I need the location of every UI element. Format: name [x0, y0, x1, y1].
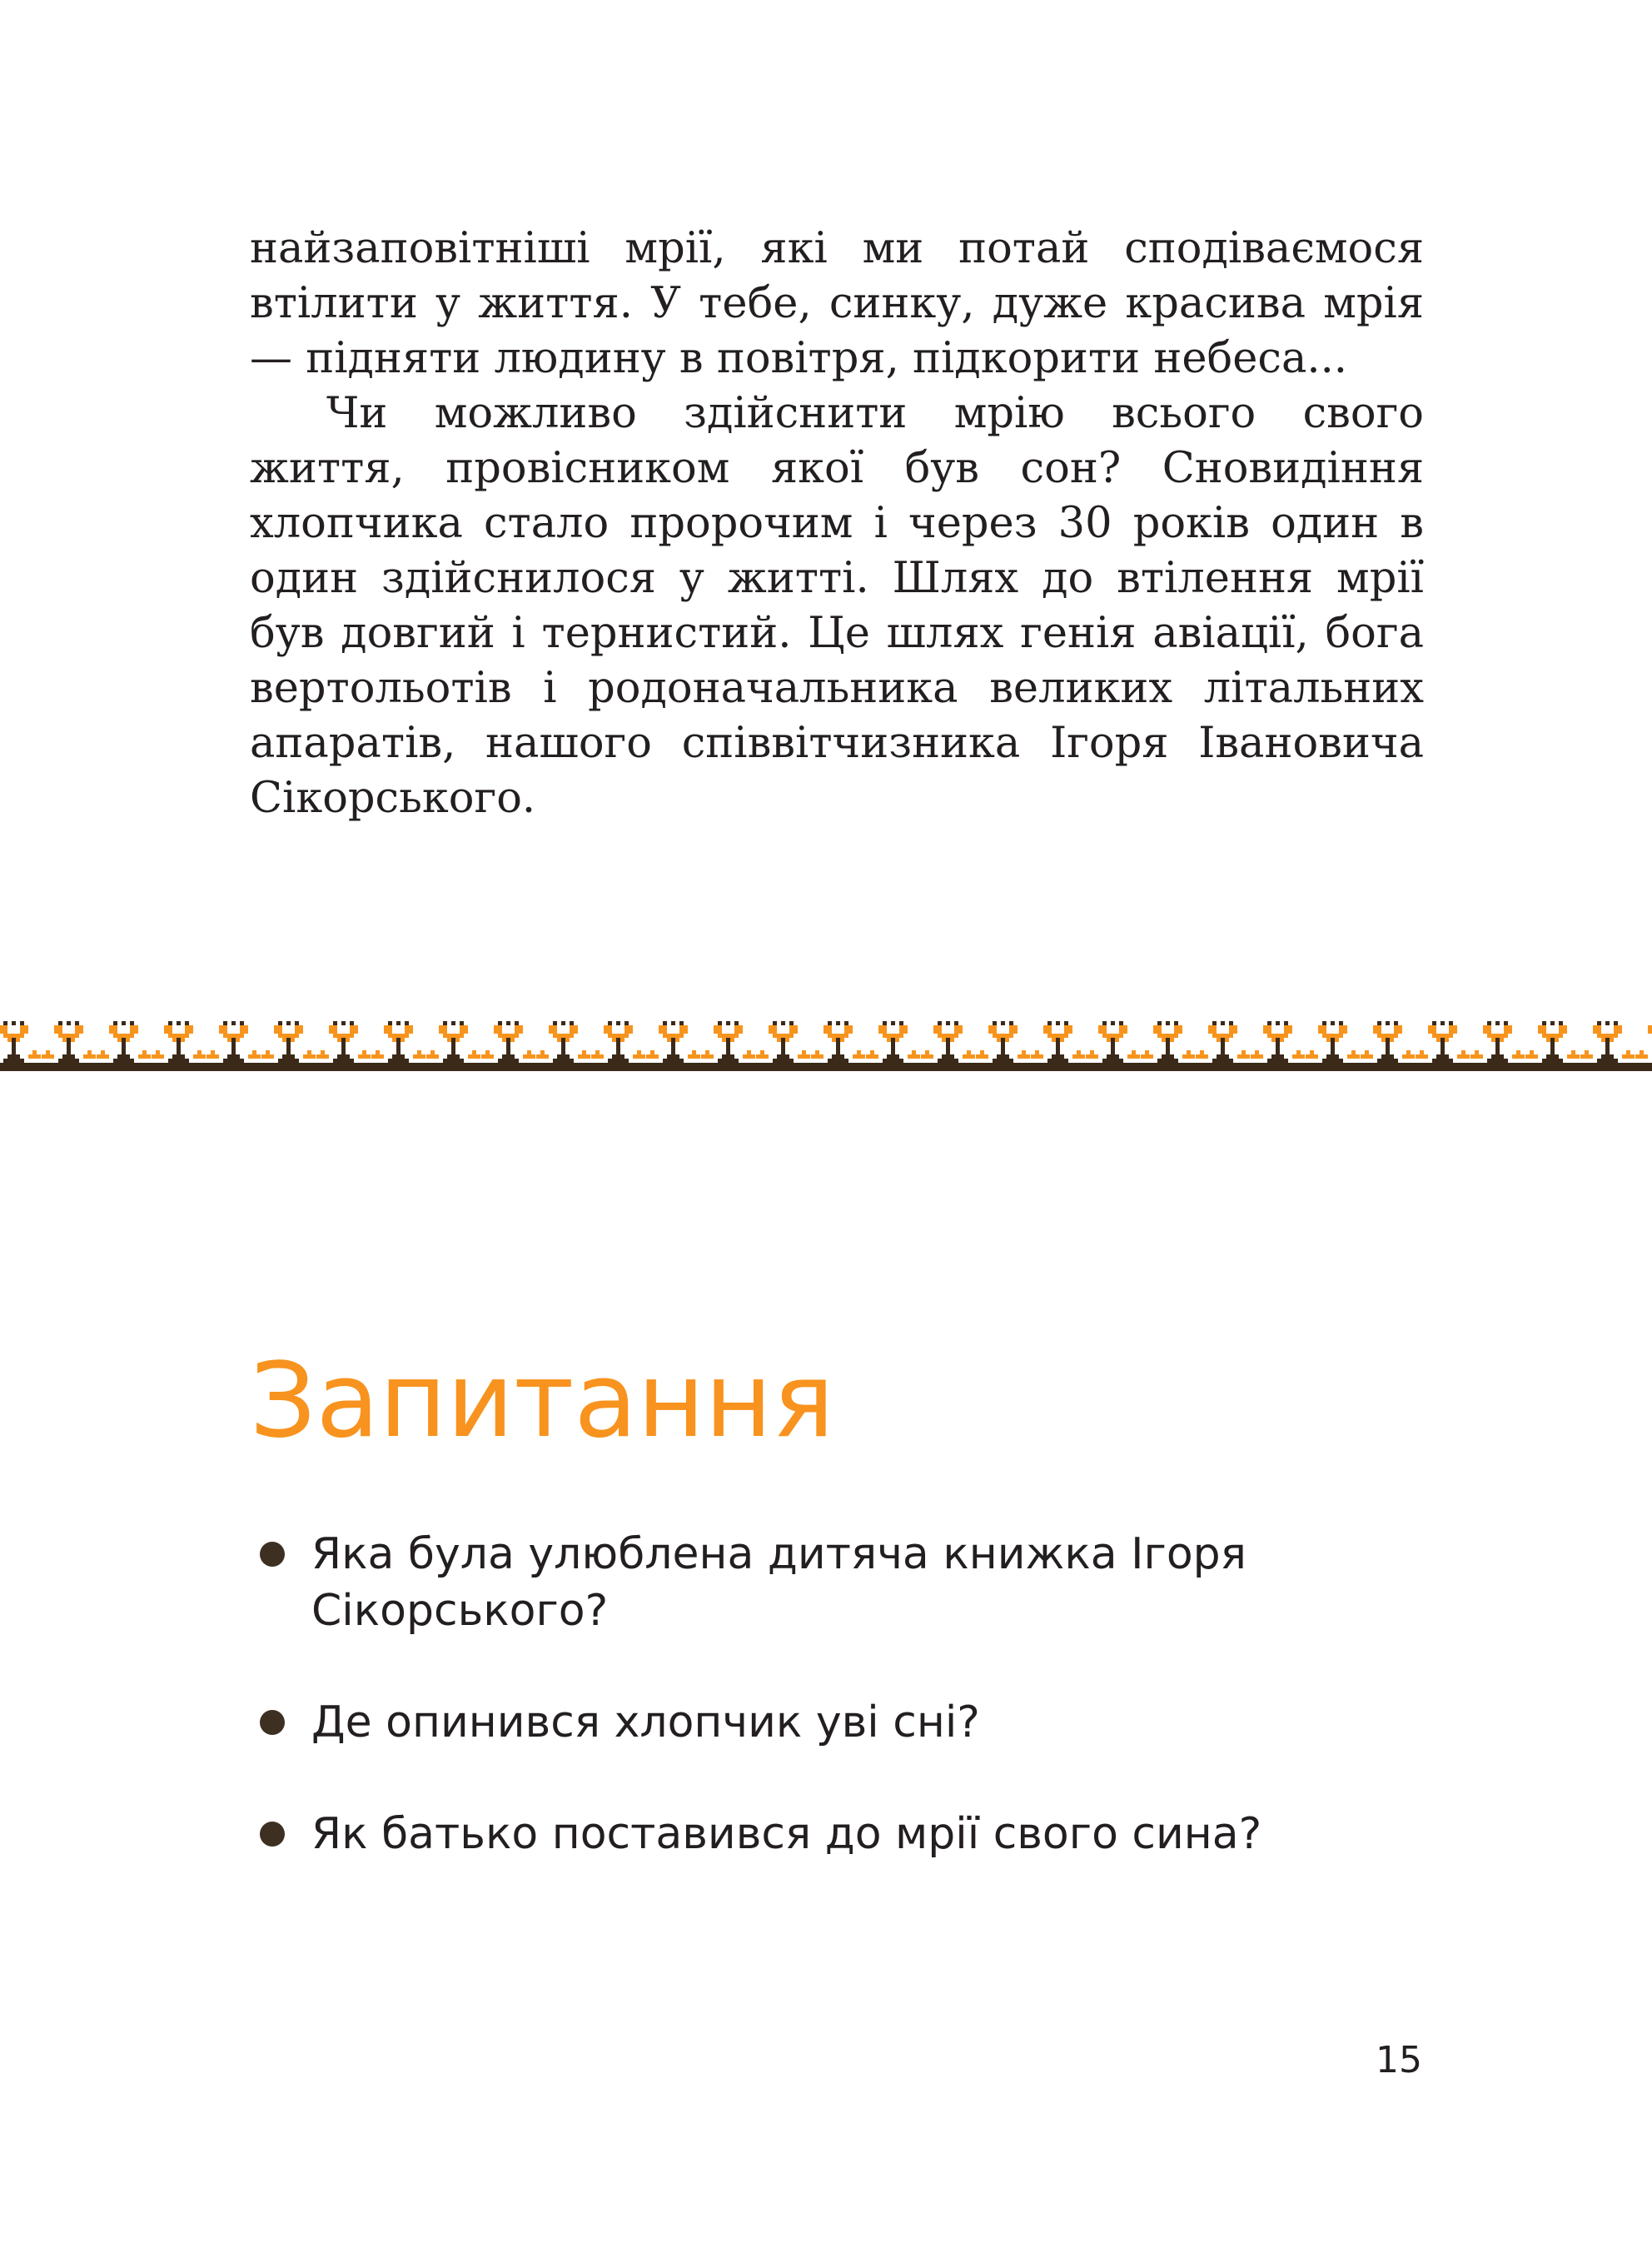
bullet-icon	[260, 1710, 285, 1735]
list-item	[250, 1806, 1457, 1862]
question-text: Як батько поставився до мрії свого сина?	[311, 1809, 1262, 1859]
body-text	[250, 222, 1424, 826]
bullet-icon	[260, 1822, 285, 1847]
list-item	[250, 1526, 1457, 1639]
section-title: Запитання	[250, 1341, 835, 1461]
embroidery-border-icon	[0, 1021, 1652, 1071]
question-text: Яка була улюблена дитяча книжка Ігоря Сікорського?	[311, 1529, 1246, 1636]
question-text: Де опинився хлопчик уві сні?	[311, 1697, 980, 1747]
paragraph: Чи можливо здійснити мрію всього свого життя, провісником якої був сон? Сновидіння хлопчика стало пророчим і через 30 років один в один здійснилося у житті. Шлях до втілення мрії був довгий і тернистий. Це шлях генія авіації, бога вертольотів і родоначальника великих літальних апаратів, нашого співвітчизника Ігоря Івановича Сікорського.	[250, 389, 1424, 823]
paragraph: найзаповітніші мрії, які ми потай сподіваємося втілити у життя. У тебе, синку, дуже красива мрія — підняти людину в повітря, підкорити небеса...	[250, 224, 1424, 383]
questions-list	[250, 1526, 1457, 1917]
list-item	[250, 1694, 1457, 1751]
bullet-icon	[260, 1542, 285, 1567]
page-number: 15	[1376, 2039, 1422, 2081]
